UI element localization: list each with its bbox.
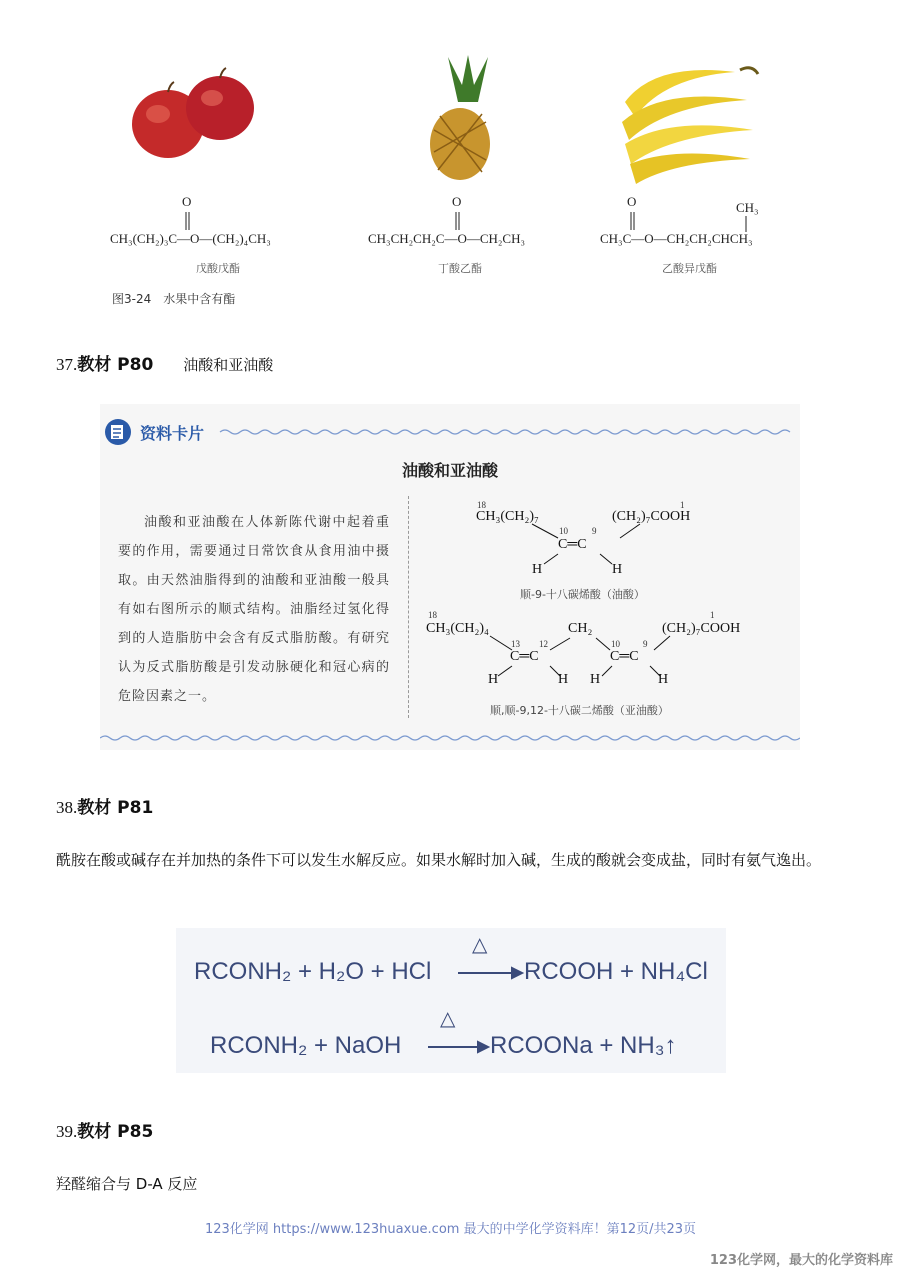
card-label: 资料卡片 [140,424,205,443]
fruit-illustrations [100,52,800,322]
oleic-locant-9: 9 [592,526,597,536]
banana-image [622,68,758,184]
top-wave-divider [220,430,790,434]
section-37-title: 教材 P80 [77,355,154,375]
ester-3-formula: CH₃C—O—CH₂CH₂CHCH₃ [600,231,753,246]
linoleic-double-bond-1: C═C [510,649,539,664]
equation-1-right: RCOOH + NH₄Cl [524,958,708,985]
carbonyl-bonds [186,212,746,232]
linoleic-locant-9: 9 [643,639,648,649]
page-footer-link[interactable]: 123化学网 https://www.123huaxue.com 最大的中学化学资料库！第12页/共23页 [204,1222,697,1237]
oleic-locant-10: 10 [559,526,568,536]
section-38-paragraph: 酰胺在酸或碱存在并加热的条件下可以发生水解反应。如果水解时加入碱，生成的酸就会变成盐，同时有氨气逸出。 [56,851,822,869]
linoleic-locant-13: 13 [511,639,520,649]
equation-2-left: RCONH₂ + NaOH [210,1032,402,1059]
ester-3-carbonyl-o: O [627,194,637,209]
linoleic-locant-1: 1 [710,610,715,620]
apple-image [132,68,254,158]
hydrolysis-equations [176,928,726,1073]
linoleic-locant-18: 18 [428,610,437,620]
section-39-number: 39. [56,1122,78,1141]
card-title: 油酸和亚油酸 [401,461,498,480]
watermark-text: 123化学网，最大的化学资料库 [709,1253,893,1268]
oleic-h-right: H [612,562,623,577]
bottom-wave-divider [100,736,800,740]
ester-2-carbonyl-o: O [452,194,462,209]
figure-caption: 图3-24 水果中含有酯 [112,292,236,306]
section-37-subtitle: 油酸和亚油酸 [183,356,274,374]
ester-3-name: 乙酸异戊酯 [662,262,717,275]
section-37-heading [56,350,273,375]
linoleic-caption: 顺,顺-9,12-十八碳二烯酸（亚油酸） [490,704,669,717]
fruit-ester-figure [100,52,800,322]
linoleic-h-1: H [488,672,499,687]
linoleic-locant-12: 12 [539,639,548,649]
equation-2-condition: △ [440,1008,456,1030]
document-icon [105,419,131,445]
ester-1-name: 戊酸戊酯 [196,262,240,275]
linoleic-bridge: CH₂ [568,621,593,636]
linoleic-left-group: CH₃(CH₂)₄ [426,621,489,636]
ester-3-branch: CH₃ [736,200,759,215]
linoleic-right-group: (CH₂)₇COOH [662,621,741,636]
equation-1-left: RCONH₂ + H₂O + HCl [194,958,432,985]
section-39-paragraph: 羟醛缩合与 D-A 反应 [56,1175,198,1193]
ester-1-formula: CH₃(CH₂)₃C—O—(CH₂)₄CH₃ [110,231,271,246]
pineapple-image [430,55,490,180]
card-body-text: 油酸和亚油酸在人体新陈代谢中起着重要的作用，需要通过日常饮食从食用油中摄取。由天然油脂得到的油酸和亚油酸一般具有如右图所示的顺式结构。油脂经过氢化得到的人造脂肪中会含有反式脂肪酸。有研究认为反式脂肪酸是引发动脉硬化和冠心病的危险因素之一。 [118,515,390,704]
oleic-locant-1: 1 [680,500,685,510]
card-column-divider [408,496,409,718]
oleic-h-left: H [532,562,543,577]
linoleic-double-bond-2: C═C [610,649,639,664]
oleic-left-group: CH₃(CH₂)₇ [476,509,539,524]
section-39-title: 教材 P85 [77,1122,154,1142]
section-38-number: 38. [56,798,78,817]
linoleic-h-2: H [558,672,569,687]
ester-2-name: 丁酸乙酯 [438,262,482,275]
linoleic-locant-10: 10 [611,639,620,649]
linoleic-h-3: H [590,672,601,687]
linoleic-h-4: H [658,672,669,687]
oleic-locant-18: 18 [477,500,486,510]
section-38-title: 教材 P81 [77,798,154,818]
oleic-caption: 顺-9-十八碳烯酸（油酸） [520,588,645,601]
oleic-double-bond: C═C [558,537,587,552]
ester-1-carbonyl-o: O [182,194,192,209]
oleic-right-group: (CH₂)₇COOH [612,509,691,524]
equation-2-right: RCOONa + NH₃↑ [490,1032,677,1059]
ester-2-formula: CH₃CH₂CH₂C—O—CH₂CH₃ [368,231,526,246]
section-39-heading [56,1117,153,1142]
section-37-number: 37. [56,355,78,374]
equation-1-condition: △ [472,934,488,956]
info-card [100,404,800,750]
section-38-heading [56,793,153,818]
